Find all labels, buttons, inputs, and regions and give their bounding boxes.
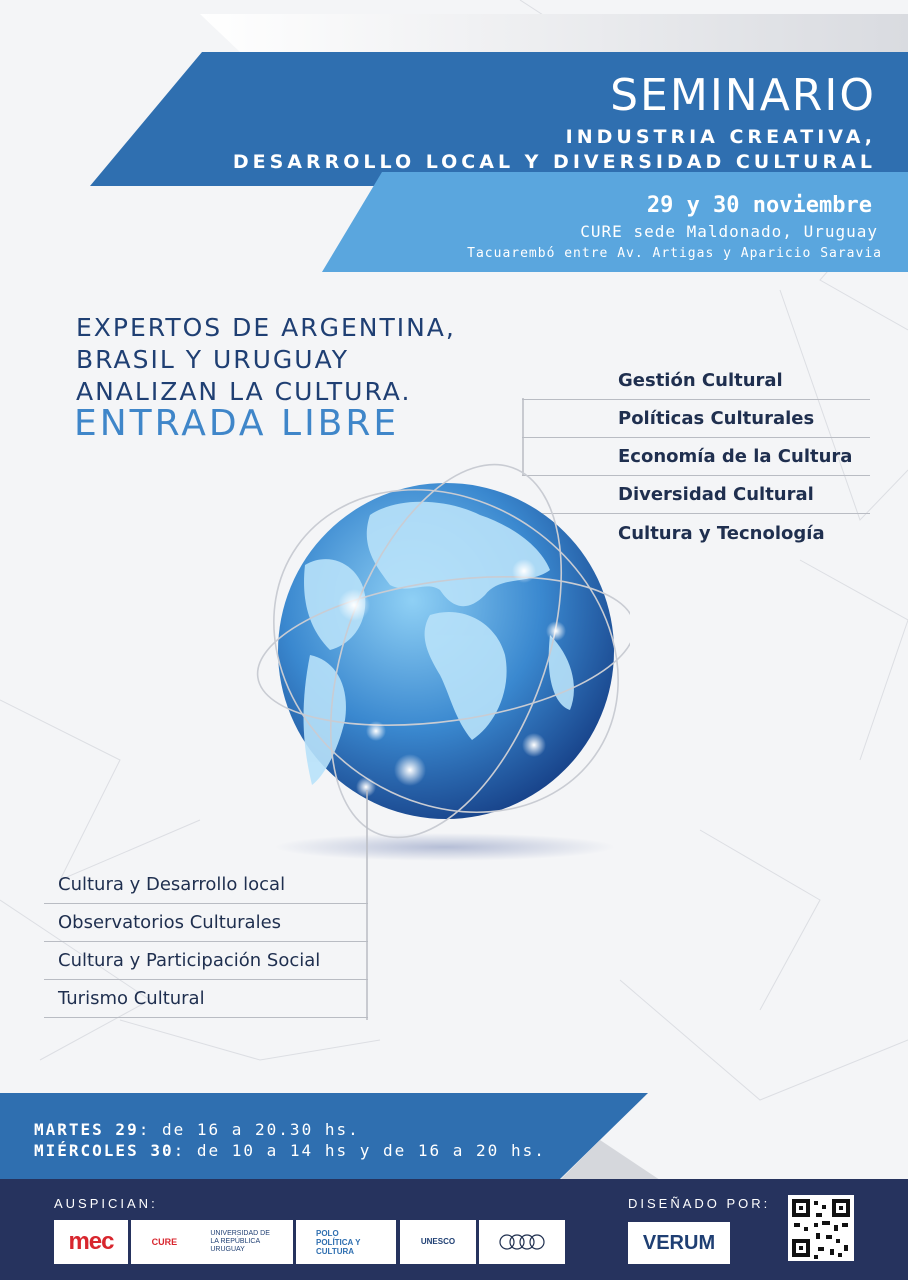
event-venue: CURE sede Maldonado, Uruguay	[580, 222, 878, 241]
list-item: Economía de la Cultura	[522, 438, 870, 476]
list-item: Cultura y Desarrollo local	[44, 866, 368, 904]
list-item: Diversidad Cultural	[522, 476, 870, 514]
intro-line-2: BRASIL Y URUGUAY	[76, 345, 350, 374]
subtitle-line-1: INDUSTRIA CREATIVA,	[565, 126, 876, 148]
event-date: 29 y 30 noviembre	[646, 193, 872, 218]
list-item: Políticas Culturales	[522, 400, 870, 438]
unesco-logo-text: UNESCO	[420, 1237, 456, 1246]
topics-left-list	[44, 866, 368, 1018]
unesco-logo	[400, 1220, 476, 1264]
mec-logo-text: mec	[68, 1228, 114, 1255]
designed-by-label: DISEÑADO POR:	[628, 1196, 771, 1211]
partner-logo	[479, 1220, 565, 1264]
list-item: Observatorios Culturales	[44, 904, 368, 942]
schedule-day-2	[34, 1141, 546, 1160]
free-entry-label: ENTRADA LIBRE	[74, 403, 400, 444]
polo-logo	[296, 1220, 396, 1264]
schedule-day-1-hours: : de 16 a 20.30 hs.	[138, 1120, 360, 1139]
intro-line-1: EXPERTOS DE ARGENTINA,	[76, 313, 456, 342]
cure-udelar-logo	[131, 1220, 293, 1264]
cure-logo-text: CURE	[151, 1237, 178, 1247]
schedule-day-2-label: MIÉRCOLES 30	[34, 1141, 174, 1160]
qr-code	[788, 1195, 854, 1261]
udelar-logo-text: UNIVERSIDAD DE LA REPÚBLICA URUGUAY	[210, 1230, 270, 1253]
event-address: Tacuarembó entre Av. Artigas y Aparicio Saravia	[467, 246, 882, 261]
schedule-day-2-hours: : de 10 a 14 hs y de 16 a 20 hs.	[173, 1141, 546, 1160]
schedule-day-1-label: MARTES 29	[34, 1120, 139, 1139]
verum-logo-text: VERUM	[642, 1231, 716, 1254]
topics-left-connector	[365, 790, 371, 1022]
list-item: Cultura y Participación Social	[44, 942, 368, 980]
list-item: Cultura y Tecnología	[618, 522, 825, 544]
list-item: Turismo Cultural	[44, 980, 368, 1018]
globe-illustration	[250, 455, 630, 875]
polo-logo-text: POLO POLÍTICA Y CULTURA	[316, 1228, 361, 1256]
list-item: Gestión Cultural	[522, 362, 870, 400]
page-title: SEMINARIO	[610, 70, 876, 121]
header-gray-accent	[200, 14, 908, 52]
intro-line-3: ANALIZAN LA CULTURA.	[76, 377, 412, 406]
subtitle-line-2: DESARROLLO LOCAL Y DIVERSIDAD CULTURAL	[232, 151, 876, 173]
mec-logo	[54, 1220, 128, 1264]
partner-logo-mark	[497, 1231, 547, 1253]
sponsors-label: AUSPICIAN:	[54, 1196, 158, 1211]
schedule-day-1	[34, 1120, 360, 1139]
verum-logo	[628, 1222, 730, 1264]
intro-headline	[76, 312, 456, 408]
